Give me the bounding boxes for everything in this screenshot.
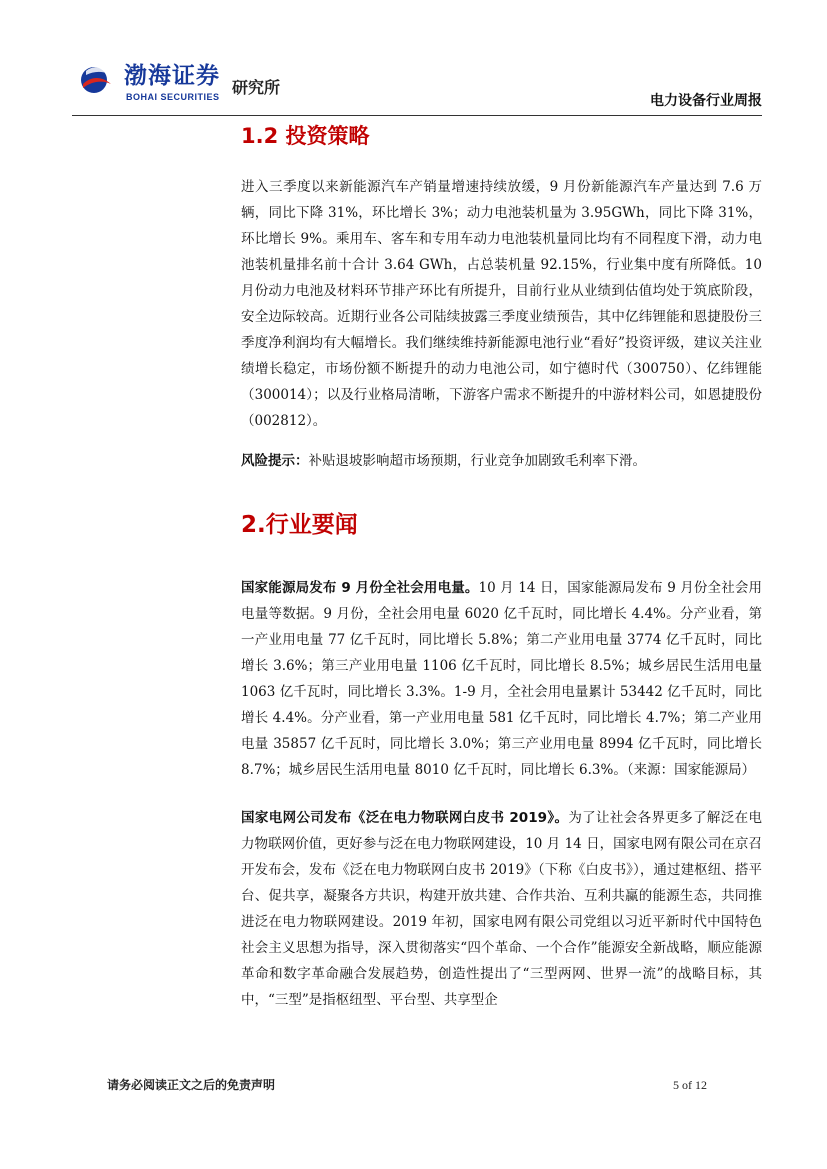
logo-chinese-text: 渤海证券 <box>124 63 220 89</box>
page-footer <box>107 1076 707 1094</box>
investment-strategy-paragraph: 进入三季度以来新能源汽车产销量增速持续放缓，9 月份新能源汽车产量达到 7.6 万辆，同比下降 31%，环比增长 3%；动力电池装机量为 3.95GWh，同比下降 31%，环比增长 9%。乘用车、客车和专用车动力电池装机量同比均有不同程度下滑，动力电池装机量排名前十合计 3.64 GWh，占总装机量 92.15%，行业集中度有所降低。10 月份动力电池及材料环节排产环比有所提升，目前行业从业绩到估值均处于筑底阶段，安全边际较高。近期行业各公司陆续披露三季度业绩预告，其中亿纬锂能和恩捷股份三季度净利润均有大幅增长。我们继续维持新能源电池行业“看好”投资评级，建议关注业绩增长稳定，市场份额不断提升的动力电池公司，如宁德时代（300750）、亿纬锂能（300014）；以及行业格局清晰，下游客户需求不断提升的中游材料公司，如恩捷股份（002812）。 <box>241 179 762 429</box>
news-body: 10 月 14 日，国家能源局发布 9 月份全社会用电量等数据。9 月份，全社会用电量 6020 亿千瓦时，同比增长 4.4%。分产业看，第一产业用电量 77 亿千瓦时，同比增长 5.8%；第二产业用电量 3774 亿千瓦时，同比增长 3.6%；第三产业用电量 1106 亿千瓦时，同比增长 8.5%；城乡居民生活用电量 1063 亿千瓦时，同比增长 3.3%。1-9 月，全社会用电量累计 53442 亿千瓦时，同比增长 4.4%。分产业看，第一产业用电量 581 亿千瓦时，同比增长 4.7%；第二产业用电量 35857 亿千瓦时，同比增长 3.0%；第三产业用电量 8994 亿千瓦时，同比增长 8.7%；城乡居民生活用电量 8010 亿千瓦时，同比增长 6.3%。（来源：国家能源局） <box>241 580 762 778</box>
risk-label: 风险提示： <box>241 453 309 469</box>
bohai-logo-icon <box>80 64 114 98</box>
news-headline: 国家电网公司发布《泛在电力物联网白皮书 2019》。 <box>241 810 569 826</box>
risk-text: 补贴退坡影响超市场预期，行业竞争加剧致毛利率下滑。 <box>308 453 646 469</box>
disclaimer-notice: 请务必阅读正文之后的免责声明 <box>107 1078 276 1092</box>
news-item <box>241 575 762 783</box>
header-divider <box>72 115 762 116</box>
risk-warning-paragraph <box>241 448 762 474</box>
logo-english-text: BOHAI SECURITIES <box>126 92 220 102</box>
investment-strategy-title: 1.2 投资策略 <box>241 124 370 148</box>
main-content <box>241 118 762 1013</box>
bohai-securities-logo <box>72 62 222 104</box>
research-institute-label: 研究所 <box>232 78 281 97</box>
news-body: 为了让社会各界更多了解泛在电力物联网价值，更好参与泛在电力物联网建设，10 月 14 日，国家电网有限公司在京召开发布会，发布《泛在电力物联网白皮书 2019》（下称《白皮书》），通过建枢纽、搭平台、促共享，凝聚各方共识，构建开放共建、合作共治、互利共赢的能源生态，共同推进泛在电力物联网建设。2019 年初，国家电网有限公司党组以习近平新时代中国特色社会主义思想为指导，深入贯彻落实“四个革命、一个合作”能源安全新战略，顺应能源革命和数字革命融合发展趋势，创造性提出了“三型两网、世界一流”的战略目标，其中，“三型”是指枢纽型、平台型、共享型企 <box>241 810 762 1008</box>
industry-news-title: 2.行业要闻 <box>241 512 358 538</box>
news-item <box>241 805 762 1013</box>
page-header <box>72 58 762 116</box>
news-headline: 国家能源局发布 9 月份全社会用电量。 <box>241 580 479 596</box>
page-number: 5 of 12 <box>673 1078 707 1092</box>
report-type: 电力设备行业周报 <box>650 93 762 109</box>
